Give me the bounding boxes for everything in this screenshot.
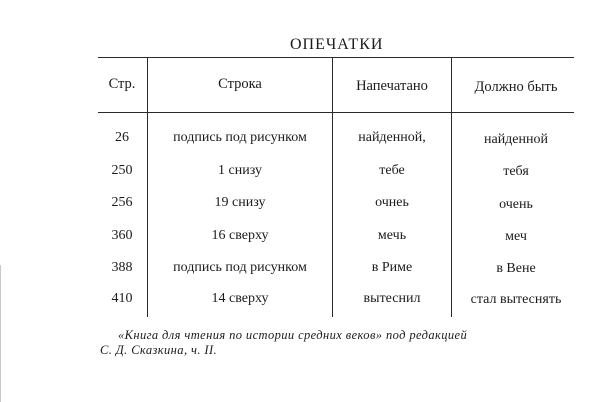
table-row-2-line: 1 снизу	[218, 163, 262, 178]
table-row-5-printed: в Риме	[371, 260, 413, 275]
table-row-1-printed: найденной,	[358, 130, 426, 145]
table-row-2-printed: тебе	[379, 163, 405, 178]
header-page: Стр.	[108, 76, 136, 92]
table-row-6-correct: стал вытеснять	[470, 292, 562, 307]
table-row-1-page: 26	[115, 130, 129, 145]
header-should-be: Должно быть	[474, 79, 558, 95]
table-row-5-page: 388	[111, 260, 133, 275]
header-line: Строка	[218, 76, 262, 92]
table-top-rule	[98, 57, 574, 58]
table-row-4-page: 360	[111, 228, 133, 243]
table-row-1-correct: найденной	[483, 132, 548, 147]
table-row-3-correct: очень	[499, 197, 533, 212]
table-row-3-printed: очнеь	[375, 195, 409, 210]
page-edge-shadow	[0, 265, 1, 402]
table-row-4-printed: мечь	[377, 228, 407, 243]
table-row-2-page: 250	[111, 163, 133, 178]
footnote-line-1: «Книга для чтения по истории средних веков» под редакцией	[118, 328, 468, 342]
table-row-5-line: подпись под рисунком	[173, 260, 307, 275]
table-row-6-page: 410	[111, 291, 133, 306]
table-row-3-line: 19 снизу	[214, 195, 266, 210]
table-row-5-correct: в Вене	[496, 261, 536, 276]
table-row-6-line: 14 сверху	[211, 291, 269, 306]
table-row-3-page: 256	[111, 195, 133, 210]
column-divider-1	[147, 57, 148, 317]
table-row-1-line: подпись под рисунком	[173, 130, 307, 145]
table-row-4-line: 16 сверху	[211, 228, 269, 243]
table-row-4-correct: меч	[505, 229, 527, 244]
column-divider-2	[332, 57, 333, 317]
column-divider-3	[451, 57, 452, 317]
table-row-2-correct: тебя	[503, 164, 529, 179]
page-title: ОПЕЧАТКИ	[290, 36, 384, 53]
footnote-line-2: С. Д. Сказкина, ч. II.	[100, 343, 218, 357]
table-header-rule	[98, 112, 574, 113]
footnote	[100, 328, 588, 358]
header-printed: Напечатано	[356, 78, 428, 94]
table-row-6-printed: вытеснил	[363, 291, 421, 306]
